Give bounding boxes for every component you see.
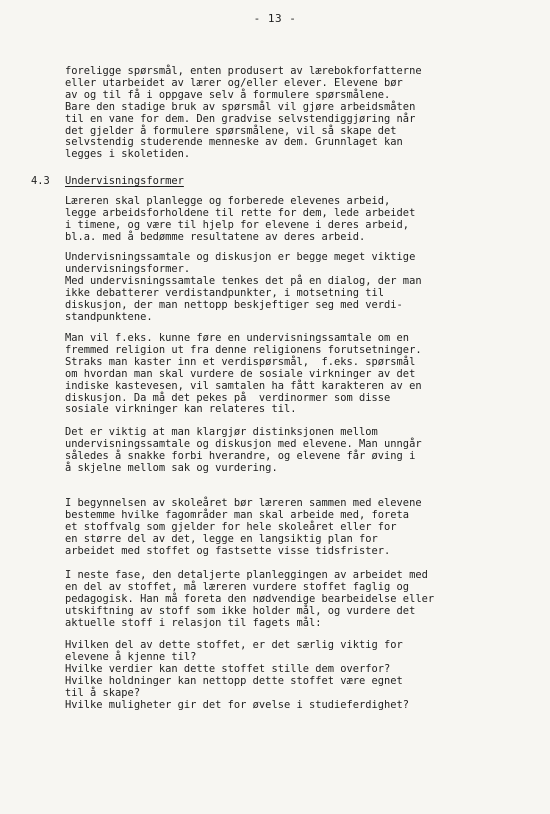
paragraph-religion-example: Man vil f.eks. kunne føre en undervisningssamtale om en fremmed religion ut fra denne religionens forutsetninger. Straks man kaster inn et verdispørsmål, f.eks. spørsmål om hvordan man skal vurdere de sosiale virkninger av det indiske kastevesen, vil samtalen ha fått karakteren av en diskusjon. Da må det pekes på verdinormer som disse sosiale virkninger kan relateres til. <box>65 332 422 416</box>
paragraph-detailed-planning: I neste fase, den detaljerte planleggingen av arbeidet med en del av stoffet, må læreren vurdere stoffet faglig og pedagogisk. Han må foreta den nødvendige bearbeidelse eller utskiftning av stoff som ikke holder mål, og vurdere det aktuelle stoff i relasjon til fagets mål: <box>65 569 435 629</box>
paragraph-school-year-planning: I begynnelsen av skoleåret bør læreren sammen med elevene bestemme hvilke fagområder man skal arbeide med, foreta et stoffvalg som gjelder for hele skoleåret eller for en større del av det, legge en langsiktig plan for arbeidet med stoffet og fastsette visse tidsfrister. <box>65 497 422 557</box>
paragraph-teaching-forms: Undervisningssamtale og diskusjon er begge meget viktige undervisningsformer. Med undervisningssamtale tenkes det på en dialog, der man ikke debatterer verdistandpunkter, i motsetning til diskusjon, der man nettopp beskjeftiger seg med verdi- standpunktene. <box>65 251 422 323</box>
section-number: 4.3 <box>31 175 50 187</box>
section-title: Undervisningsformer <box>65 175 184 187</box>
paragraph-teacher-role: Læreren skal planlegge og forberede elevenes arbeid, legge arbeidsforholdene til rette for dem, lede arbeidet i timene, og være til hjelp for elevene i deres arbeid, bl.a. med å bedømme resultatene av deres arbeid. <box>65 195 416 243</box>
intro-paragraph: foreligge spørsmål, enten produsert av lærebokforfatterne eller utarbeidet av lærer og/eller elever. Elevene bør av og til få i oppgave selv å formulere spørsmålene. Bare den stadige bruk av spørsmål vil gjøre arbeidsmåten til en vane for dem. Den gradvise selvstendiggjøring når det gjelder å formulere spørsmålene, vil så skape det selvstendig studerende menneske av dem. Grunnlaget kan legges i skoletiden. <box>65 65 422 161</box>
paragraph-distinction: Det er viktig at man klargjør distinksjonen mellom undervisningssamtale og diskusjon med elevene. Man unngår således å snakke forbi hverandre, og elevene får øving i å skjelne mellom sak og vurdering. <box>65 426 422 474</box>
paragraph-questions: Hvilken del av dette stoffet, er det særlig viktig for elevene å kjenne til? Hvilke verdier kan dette stoffet stille dem overfor? Hvilke holdninger kan nettopp dette stoffet være egnet til å skape? Hvilke muligheter gir det for øvelse i studieferdighet? <box>65 639 410 711</box>
page-number: - 13 - <box>253 12 297 25</box>
